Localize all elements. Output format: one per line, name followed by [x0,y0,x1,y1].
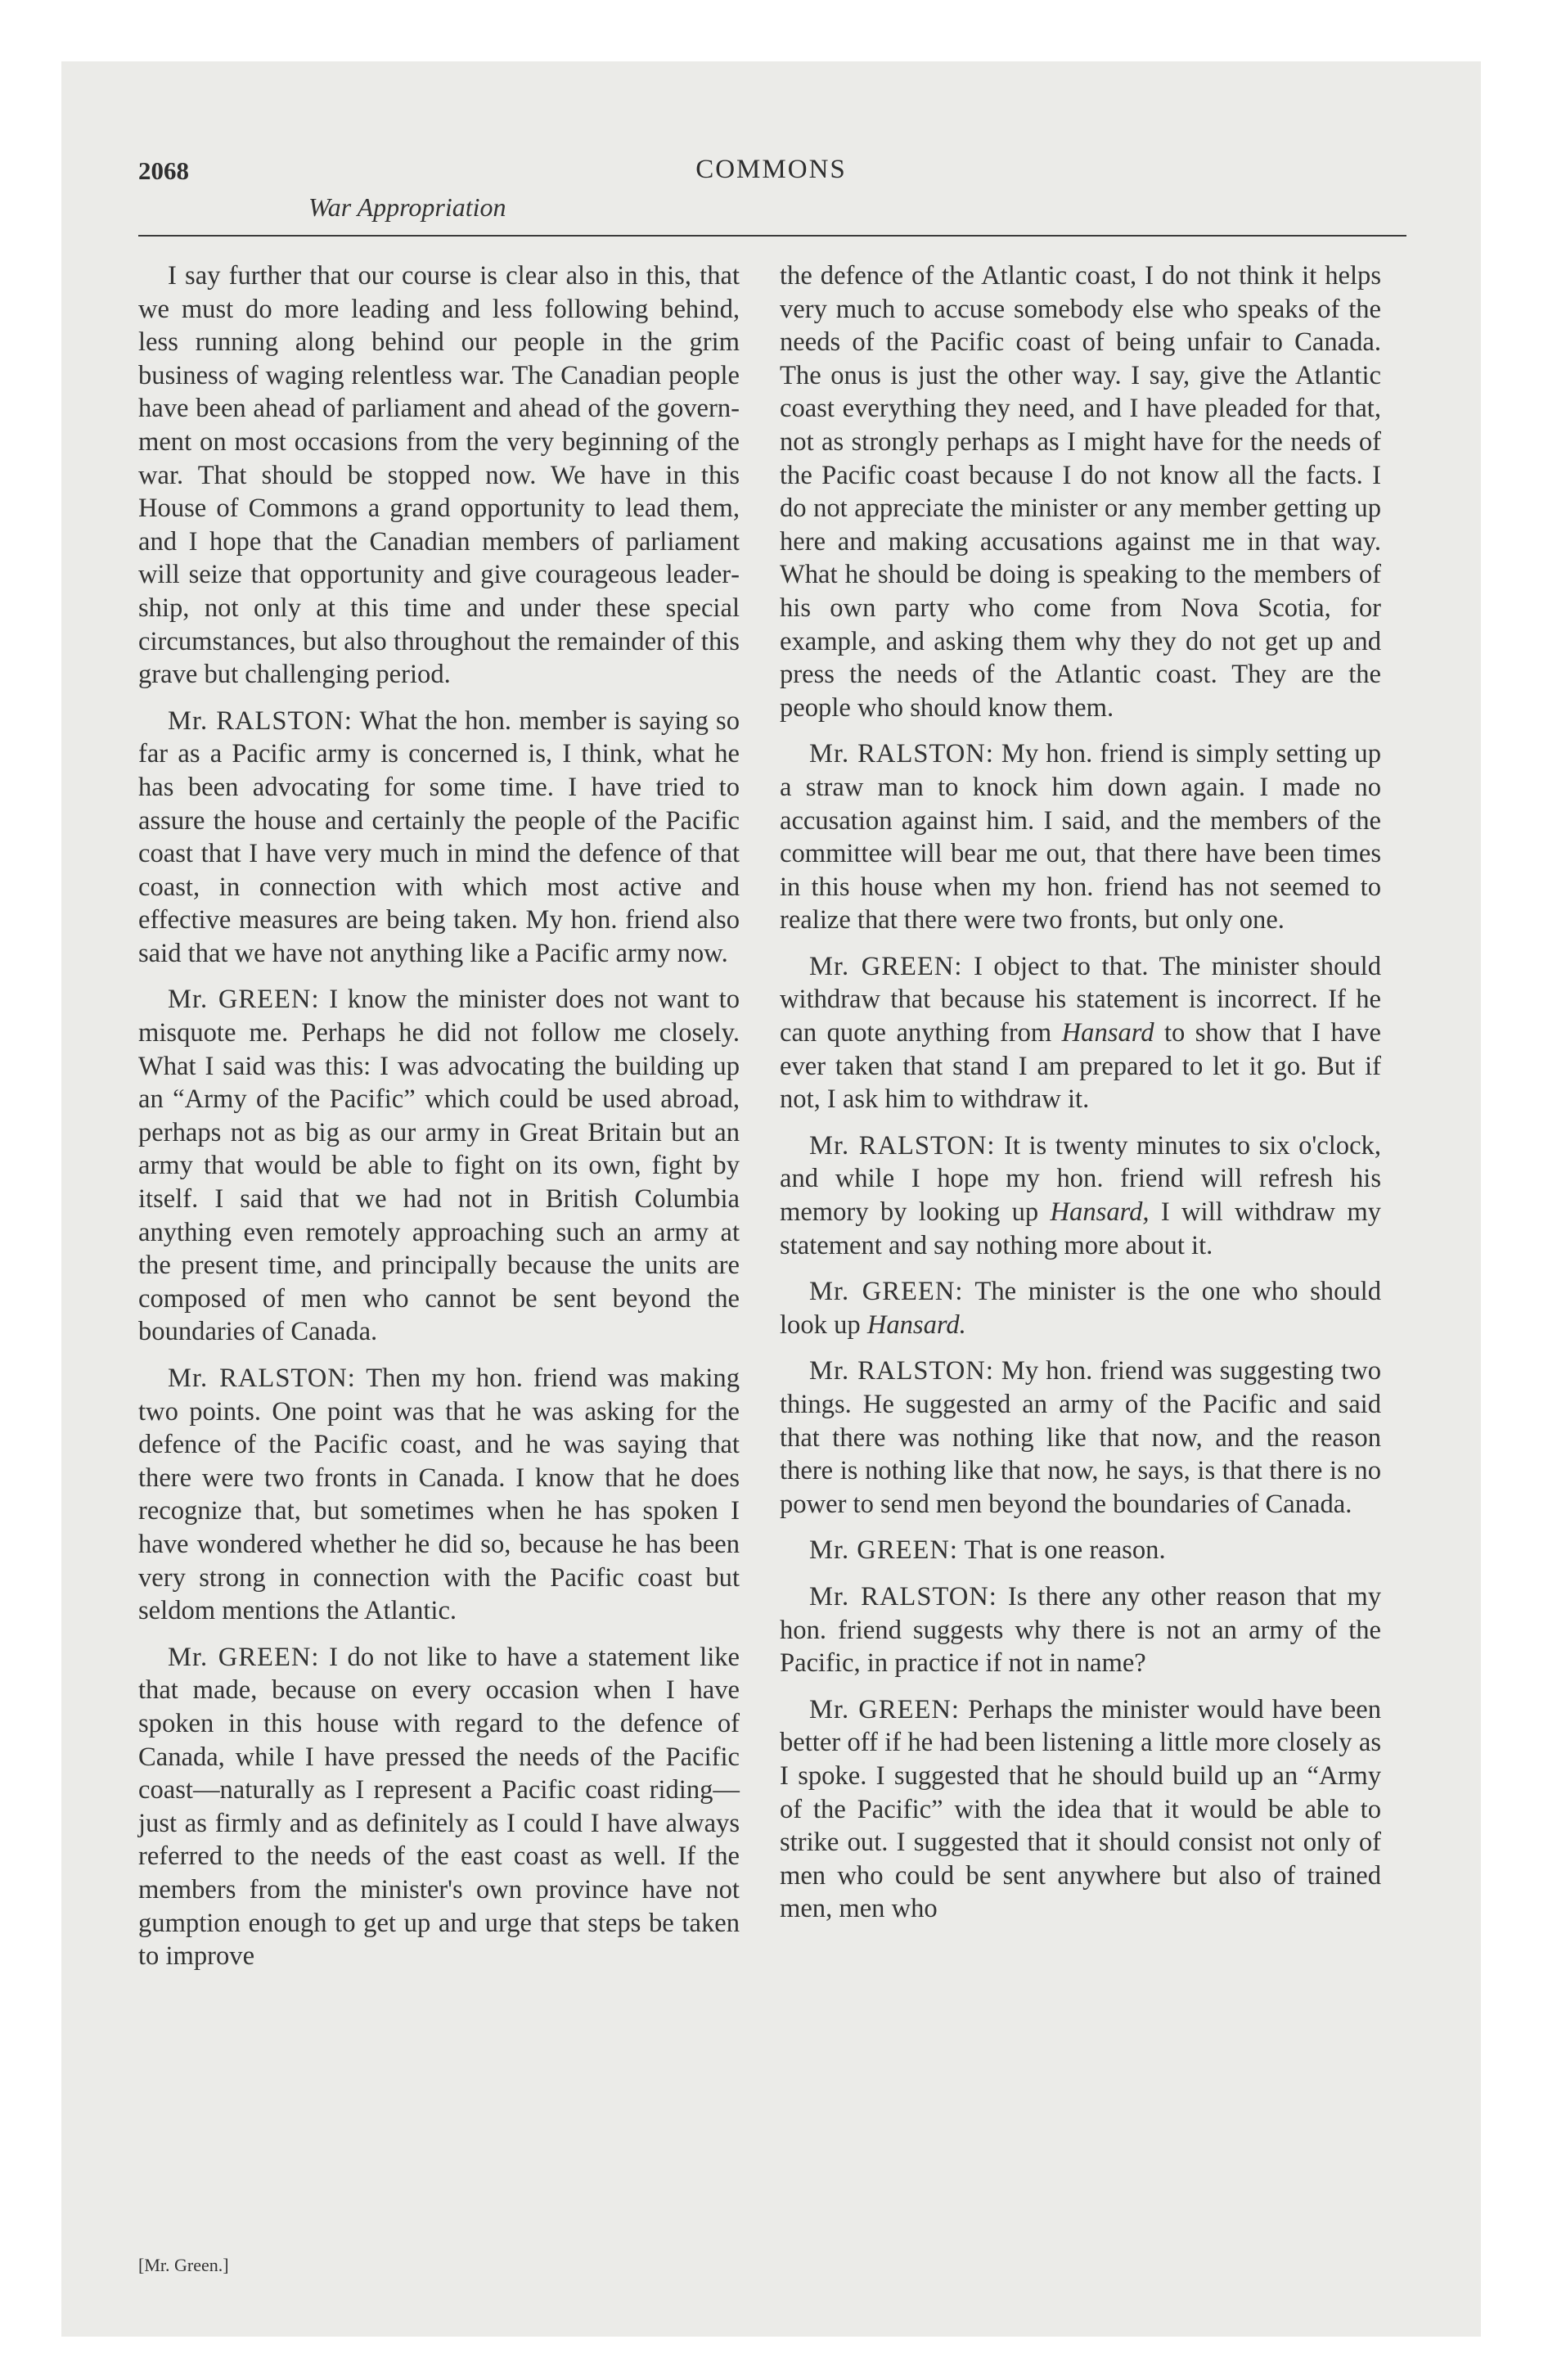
header-rule [138,235,1406,237]
speaker-name: Mr. RALSTON: [809,1581,997,1611]
speaker-name: Mr. RALSTON: [809,739,994,769]
paragraph: the defence of the Atlantic coast, I do not think it helps very much to accuse somebody else who speaks of the needs of the Pacific coast of being unfair to Canada. The onus is just the other way. I say, give the Atlantic coast everything they need, and I have pleaded for that, not as strongly perhaps as I might have for the needs of the Pacific coast because I do not know all the facts. I do not appreciate the minister or any member getting up here and making accusations against me in that way. What he should be doing is speaking to the members of his own party who come from Nova Scotia, for example, and asking them why they do not get up and press the needs of the Atlantic coast. They are the people who should know them. [780,261,1381,723]
speech-text: Then my hon. friend was making two points. One point was that he was asking for the defence of the Pacific coast, and he was saying that there were two fronts in Canada. I know that he does recognize that, but sometimes when he has spoken I have wondered whether he did so, because he has been very strong in connection with the Pacific coast but seldom mentions the Atlantic. [138,1364,740,1626]
speech-text: My hon. friend was suggesting two things. He suggested an army of the Pacific and said that there was nothing like that now, and the reason there is nothing like that now, he says, is that there is no power to send men beyond the boundaries of Canada. [780,1356,1381,1519]
speech [138,705,740,971]
speech [780,737,1381,937]
speech-text: Is there any other reason that my hon. friend suggests why there is not an army of the Pacific, in practice if not in name? [780,1581,1382,1679]
speaker-name: Mr. GREEN: [809,1694,960,1724]
speaker-name: Mr. GREEN: [809,951,963,981]
speech [780,1534,1381,1567]
footer-note: [Mr. Green.] [138,2255,229,2275]
speech [780,1355,1381,1521]
speech [138,1362,740,1628]
speech [138,1641,740,1973]
speech-text: It is twenty minutes to six o'clock, and while I hope my hon. friend will refresh his memory by looking up [780,1130,1381,1228]
speech-text: to show that I have ever taken that stand I am prepared to let it go. But if not, I ask him to withdraw it. [780,1018,1381,1115]
speech-text: I know the minister does not want to misquote me. Perhaps he did not follow me closely. What I said was this: I was advocating the building up an “Army of the Pacific” which could be used abroad, perhaps not as big as our army in Great Britain but an army that would be able to fight on its own, fight by itself. I said that we had not in British Columbia anything even remotely approaching such an army at the present time, and principally because the units are composed of men who cannot be sent beyond the boundaries of Canada. [138,985,740,1347]
speech-text: What the hon. member is saying so far as a Pacific army is concerned is, I think, what he has been advocating for some time. I have tried to assure the house and certainly the people of the Pacific coast that I have very much in mind the defence of that coast, in connection with which most active and effective measures are being taken. My hon. friend also said that we have not anything like a Pacific army now. [138,705,740,968]
speech-text: I will withdraw my statement and say nothing more about it. [780,1197,1381,1260]
page-subject: War Appropriation [308,192,506,222]
page-number: 2068 [138,156,189,185]
hansard-reference: Hansard, [1050,1197,1150,1228]
speech [780,950,1381,1116]
speech [780,1275,1381,1341]
speaker-name: Mr. RALSTON: [809,1356,994,1386]
speaker-name: Mr. GREEN: [168,985,320,1015]
speech-text: I object to that. The minister should withdraw that because his statement is incorrect. If he can quote anything from [780,951,1381,1048]
hansard-reference: Hansard. [866,1309,966,1340]
running-head: COMMONS [695,155,847,184]
speaker-name: Mr. GREEN: [809,1535,958,1566]
speech [138,983,740,1349]
right-column [780,259,1381,1939]
speech-text: Perhaps the minister would have been better off if he had been listening a little more closely as I spoke. I suggested that he should build up an “Army of the Pacific” with the idea that it would be able to strike out. I suggested that it should consist not only of men who could be sent anywhere but also of trained men, men who [780,1694,1381,1924]
speech [780,1580,1381,1680]
speech [780,1129,1381,1262]
speech-text: That is one reason. [964,1535,1166,1566]
left-column [138,259,740,1986]
speech-text: The minister is the one who should look up [780,1277,1381,1340]
speaker-name: Mr. GREEN: [809,1277,964,1307]
speech [780,1693,1381,1926]
speaker-name: Mr. RALSTON: [168,705,353,736]
speaker-name: Mr. GREEN: [168,1642,320,1672]
page-sheet [61,61,1481,2337]
hansard-reference: Hansard [1061,1018,1154,1048]
speaker-name: Mr. RALSTON: [168,1364,356,1393]
paragraph: I say further that our course is clear also in this, that we must do more leading and less following behind, less running along behind our people in the grim business of waging relentless war. The Canadian people have been ahead of parliament and ahead of the government on most occasions from the very beginning of the war. That should be stopped now. We have in this House of Commons a grand opportunity to lead them, and I hope that the Canadian members of parliament will seize that opportunity and give courageous leadership, not only at this time and under these special circumstances, but also throughout the remainder of this grave but challenging period. [138,261,740,690]
speech-text: My hon. friend is simply setting up a straw man to knock him down again. I made no accusation against him. I said, and the members of the committee will bear me out, that there have been times in this house when my hon. friend has not seemed to realize that there were two fronts, but only one. [780,739,1381,935]
speaker-name: Mr. RALSTON: [809,1130,996,1161]
speech-text: I do not like to have a statement like that made, because on every occasion when I have spoken in this house with regard to the defence of Canada, while I have pressed the needs of the Pacific coast—naturally as I represent a Pacific coast riding—just as firmly and as definitely as I could I have always referred to the needs of the east coast as well. If the members from the minister's own province have not gumption enough to get up and urge that steps be taken to improve [138,1642,740,1972]
